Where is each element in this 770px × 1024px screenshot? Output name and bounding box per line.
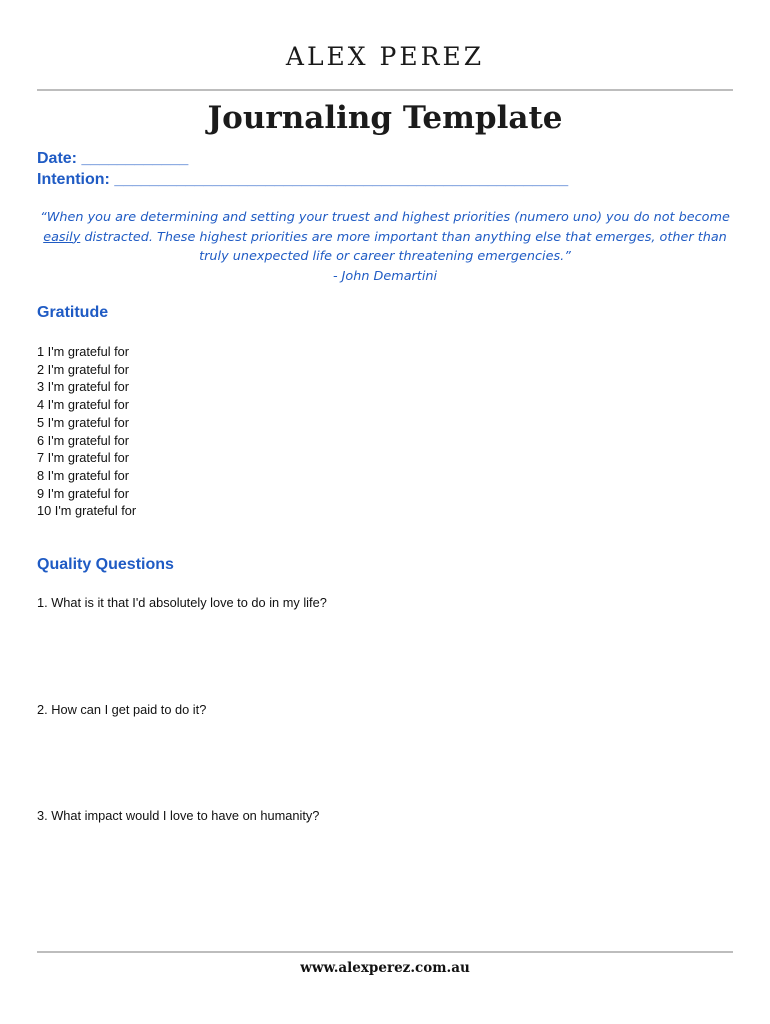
quote-block bbox=[37, 208, 733, 286]
footer-website: www.alexperez.com.au bbox=[300, 960, 470, 976]
list-item: 2 I'm grateful for bbox=[37, 361, 130, 377]
quote-text-part1: “When you are determining and setting your truest and highest priorities (numero uno) you do not become bbox=[40, 210, 730, 225]
list-item: 9 I'm grateful for bbox=[37, 485, 130, 501]
top-divider bbox=[37, 89, 733, 91]
list-item: 5 I'm grateful for bbox=[37, 414, 130, 430]
quote-text-part2: distracted. These highest priorities are more important than anything else that emerges, other than truly unexpected life or career threatening emergencies.” bbox=[80, 229, 727, 264]
gratitude-list bbox=[37, 343, 136, 520]
question-1: 1. What is it that I'd absolutely love to do in my life? bbox=[37, 595, 327, 610]
brand-logo-text: ALEX PEREZ bbox=[285, 42, 485, 71]
page-title: Journaling Template bbox=[207, 100, 563, 136]
quote-author: - John Demartini bbox=[332, 268, 438, 284]
question-2: 2. How can I get paid to do it? bbox=[37, 702, 207, 717]
list-item: 4 I'm grateful for bbox=[37, 397, 130, 413]
list-item: 10 I'm grateful for bbox=[37, 503, 137, 519]
bottom-divider bbox=[37, 951, 733, 953]
quote-emphasis: easily bbox=[43, 229, 81, 245]
intention-field-label: Intention: ___________________________________________________ bbox=[37, 171, 569, 188]
gratitude-heading: Gratitude bbox=[37, 304, 109, 321]
list-item: 8 I'm grateful for bbox=[37, 467, 130, 483]
quality-questions-heading: Quality Questions bbox=[37, 556, 174, 573]
date-field-label: Date: ____________ bbox=[37, 150, 189, 167]
list-item: 1 I'm grateful for bbox=[37, 344, 130, 359]
question-3: 3. What impact would I love to have on humanity? bbox=[37, 808, 320, 823]
list-item: 6 I'm grateful for bbox=[37, 432, 130, 448]
list-item: 3 I'm grateful for bbox=[37, 379, 130, 395]
list-item: 7 I'm grateful for bbox=[37, 450, 130, 466]
